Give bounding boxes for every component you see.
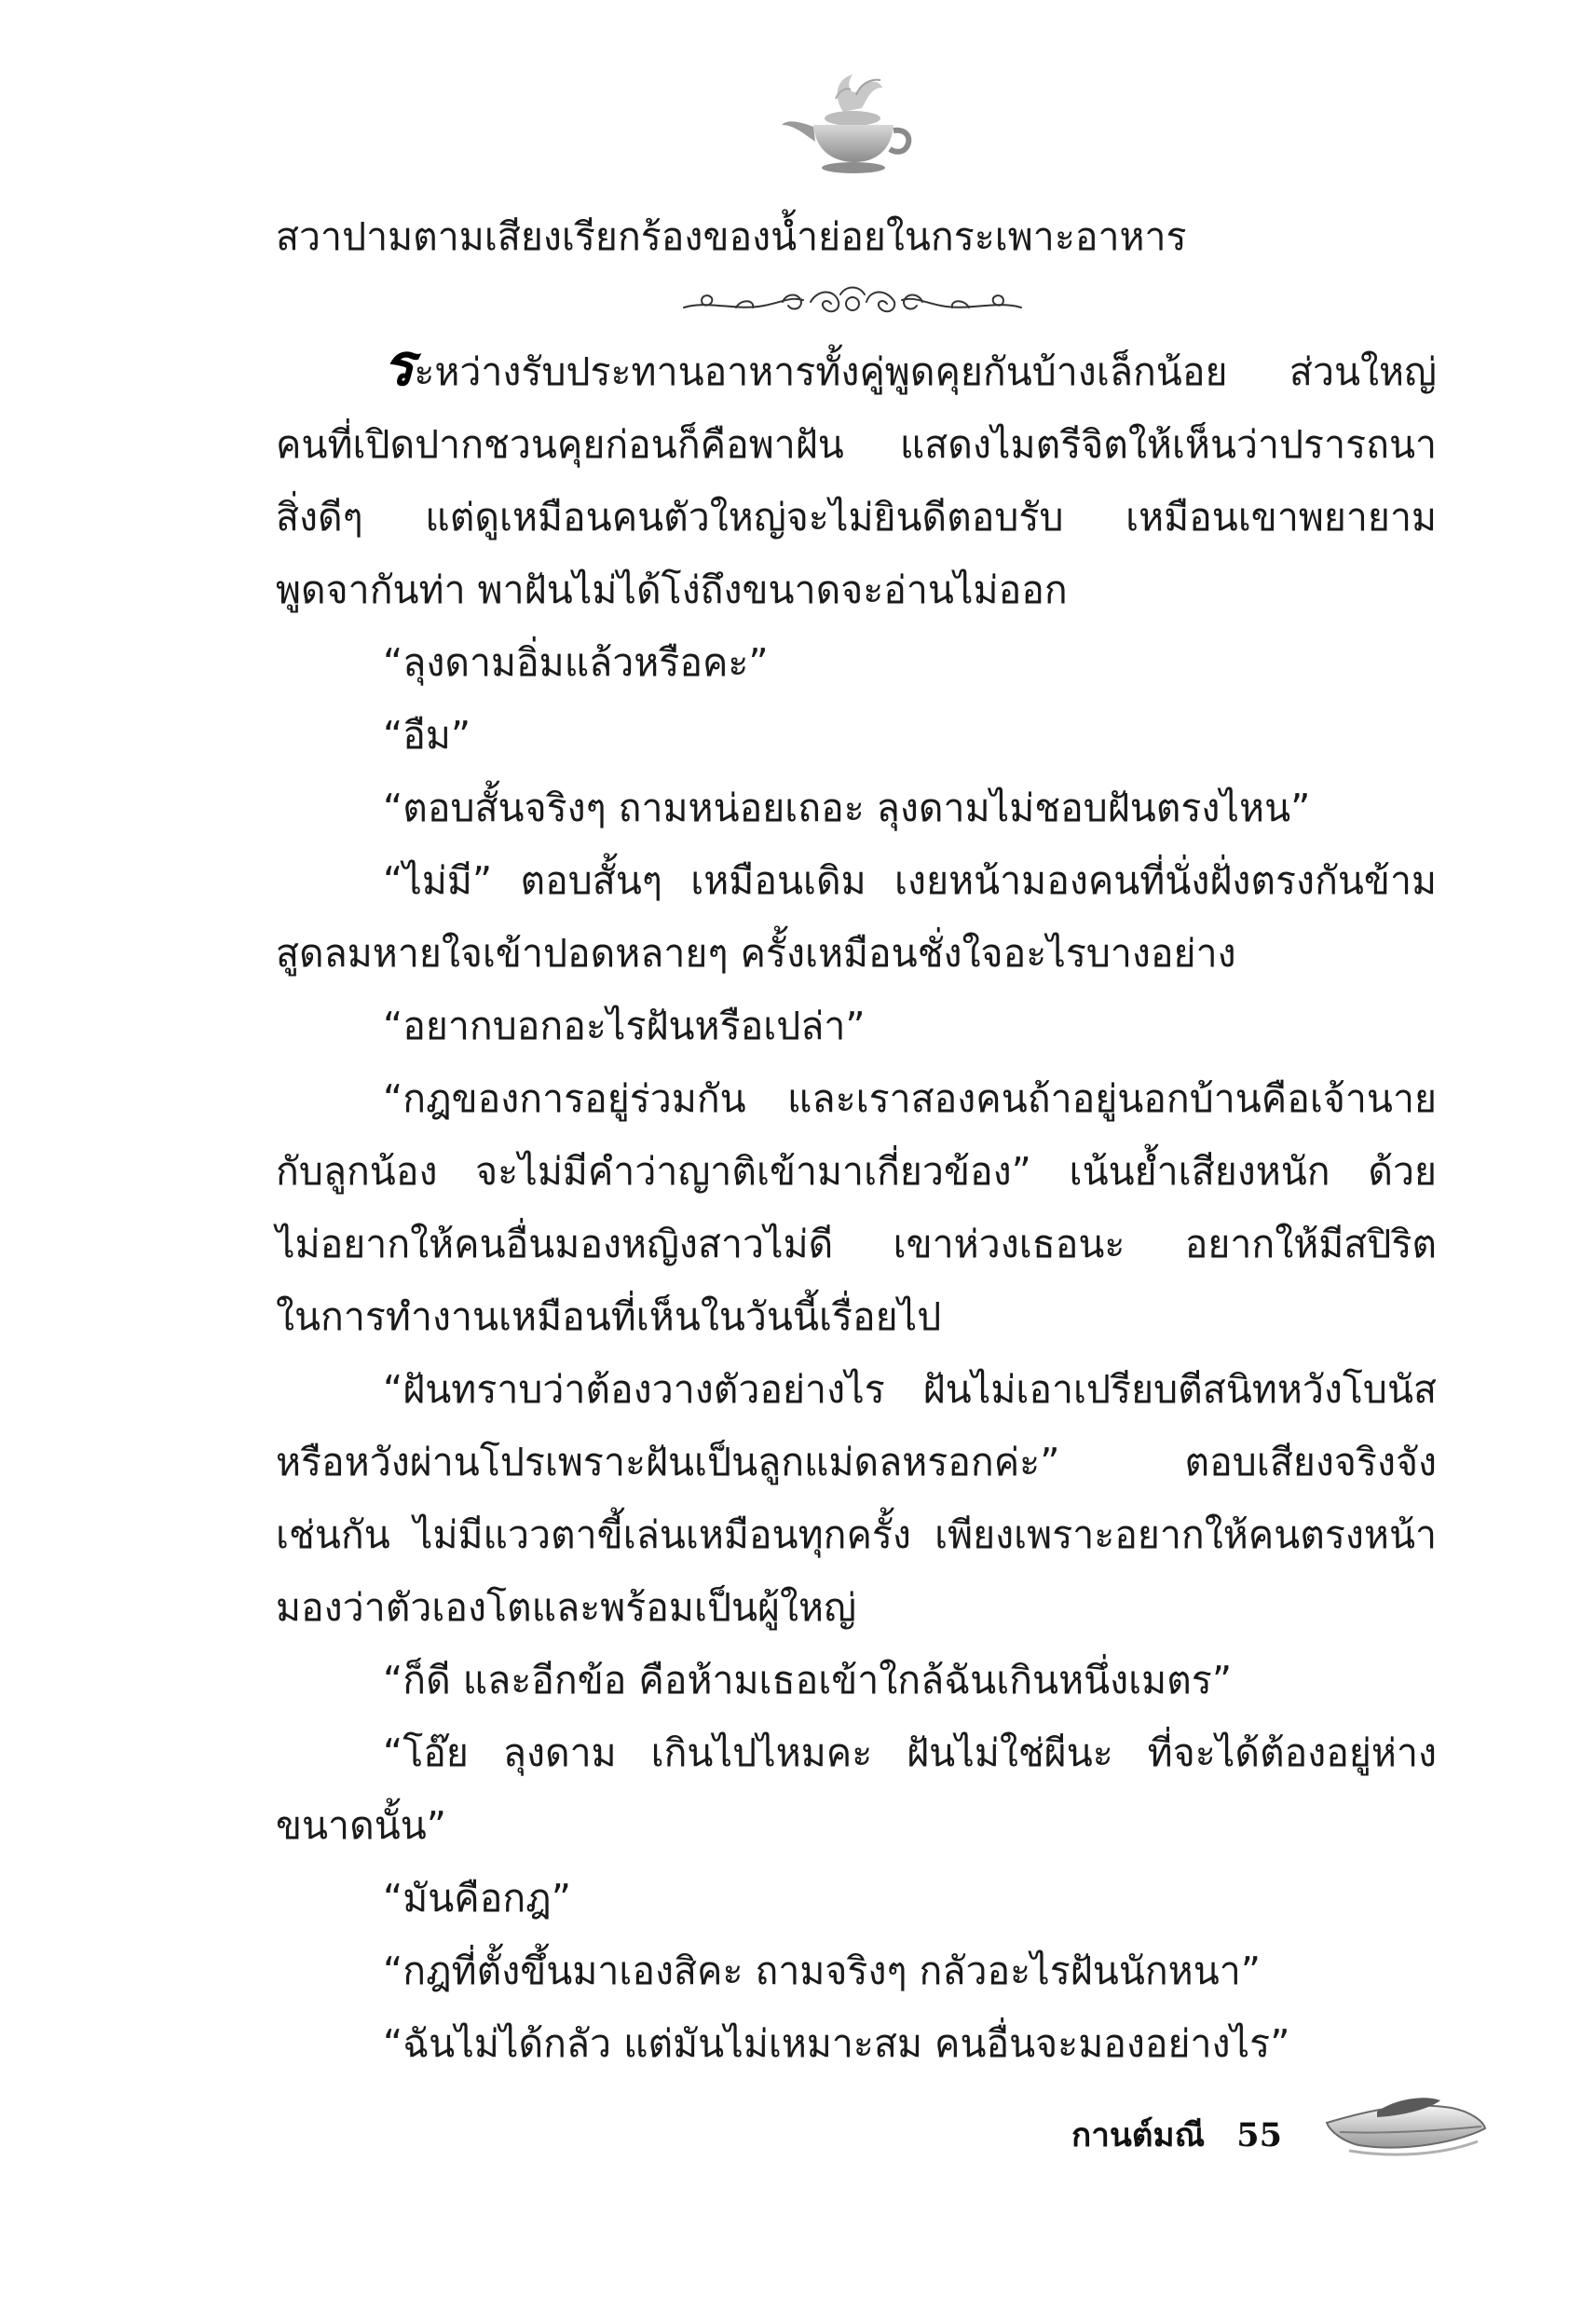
page-number: 55: [1236, 2116, 1282, 2154]
text-line: “กฎที่ตั้งขึ้นมาเองสิคะ ถามจริงๆ กลัวอะไรฝันนักหนา”: [383, 1949, 1261, 1993]
dropcap: ร: [383, 331, 415, 399]
text-line: “อยากบอกอะไรฝันหรือเปล่า”: [383, 1004, 866, 1048]
book-title: กานต์มณี: [1071, 2116, 1206, 2154]
scroll-flourish-icon: [680, 280, 1025, 326]
text-line: เช่นกัน ไม่มีแววตาขี้เล่นเหมือนทุกครั้ง เพียงเพราะอยากให้คนตรงหน้า: [276, 1512, 1437, 1557]
text-line: กับลูกน้อง จะไม่มีคำว่าญาติเข้ามาเกี่ยวข้อง” เน้นย้ำเสียงหนัก ด้วย: [276, 1149, 1437, 1194]
text-line: “โอ๊ย ลุงดาม เกินไปไหมคะ ฝันไม่ใช่ผีนะ ที่จะได้ต้องอยู่ห่าง: [383, 1730, 1437, 1775]
text-line: สิ่งดีๆ แต่ดูเหมือนคนตัวใหญ่จะไม่ยินดีตอบรับ เหมือนเขาพยายาม: [276, 495, 1437, 540]
speedboat-icon: [1321, 2080, 1489, 2164]
text-line: มองว่าตัวเองโตและพร้อมเป็นผู้ใหญ่: [276, 1585, 857, 1630]
text-line: “ไม่มี” ตอบสั้นๆ เหมือนเดิม เงยหน้ามองคนที่นั่งฝั่งตรงกันข้าม: [383, 858, 1437, 903]
page-footer: [1071, 2110, 1282, 2161]
text-line: “กฎของการอยู่ร่วมกัน และเราสองคนถ้าอยู่นอกบ้านคือเจ้านาย: [383, 1076, 1437, 1121]
line-text: ะหว่างรับประทานอาหารทั้งคู่พูดคุยกันบ้างเล็กน้อย ส่วนใหญ่: [414, 349, 1437, 394]
teapot-lamp-ornament-icon: [778, 67, 918, 179]
text-line: “ลุงดามอิ่มแล้วหรือคะ”: [383, 640, 769, 685]
text-line: พูดจากันท่า พาฝันไม่ได้โง่ถึงขนาดจะอ่านไม่ออก: [276, 567, 1068, 612]
text-line: [276, 331, 1437, 408]
text-line: ไม่อยากให้คนอื่นมองหญิงสาวไม่ดี เขาห่วงเธอนะ อยากให้มีสปิริต: [276, 1222, 1437, 1266]
text-line: “มันคือกฎ”: [383, 1876, 571, 1921]
text-line: “อืม”: [383, 713, 471, 758]
text-line: “ฉันไม่ได้กลัว แต่มันไม่เหมาะสม คนอื่นจะมองอย่างไร”: [383, 2021, 1290, 2066]
text-line: สวาปามตามเสียงเรียกร้องของน้ำย่อยในกระเพาะอาหาร: [276, 214, 1187, 259]
text-line: “ตอบสั้นจริงๆ ถามหน่อยเถอะ ลุงดามไม่ชอบฝันตรงไหน”: [383, 786, 1311, 830]
text-line: สูดลมหายใจเข้าปอดหลายๆ ครั้งเหมือนชั่งใจอะไรบางอย่าง: [276, 931, 1236, 976]
text-line: หรือหวังผ่านโปรเพราะฝันเป็นลูกแม่ดลหรอกค่ะ” ตอบเสียงจริงจัง: [276, 1440, 1437, 1484]
text-line: “ก็ดี และอีกข้อ คือห้ามเธอเข้าใกล้ฉันเกินหนึ่งเมตร”: [383, 1658, 1233, 1702]
text-line: คนที่เปิดปากชวนคุยก่อนก็คือพาฝัน แสดงไมตรีจิตให้เห็นว่าปรารถนา: [276, 422, 1437, 467]
text-line: “ฝันทราบว่าต้องวางตัวอย่างไร ฝันไม่เอาเปรียบตีสนิทหวังโบนัส: [383, 1367, 1437, 1412]
text-line: ขนาดนั้น”: [276, 1803, 446, 1848]
chapter-continuation: [276, 200, 1437, 273]
body-paragraphs: [276, 331, 1437, 2080]
text-line: ในการทำงานเหมือนที่เห็นในวันนี้เรื่อยไป: [276, 1294, 942, 1339]
